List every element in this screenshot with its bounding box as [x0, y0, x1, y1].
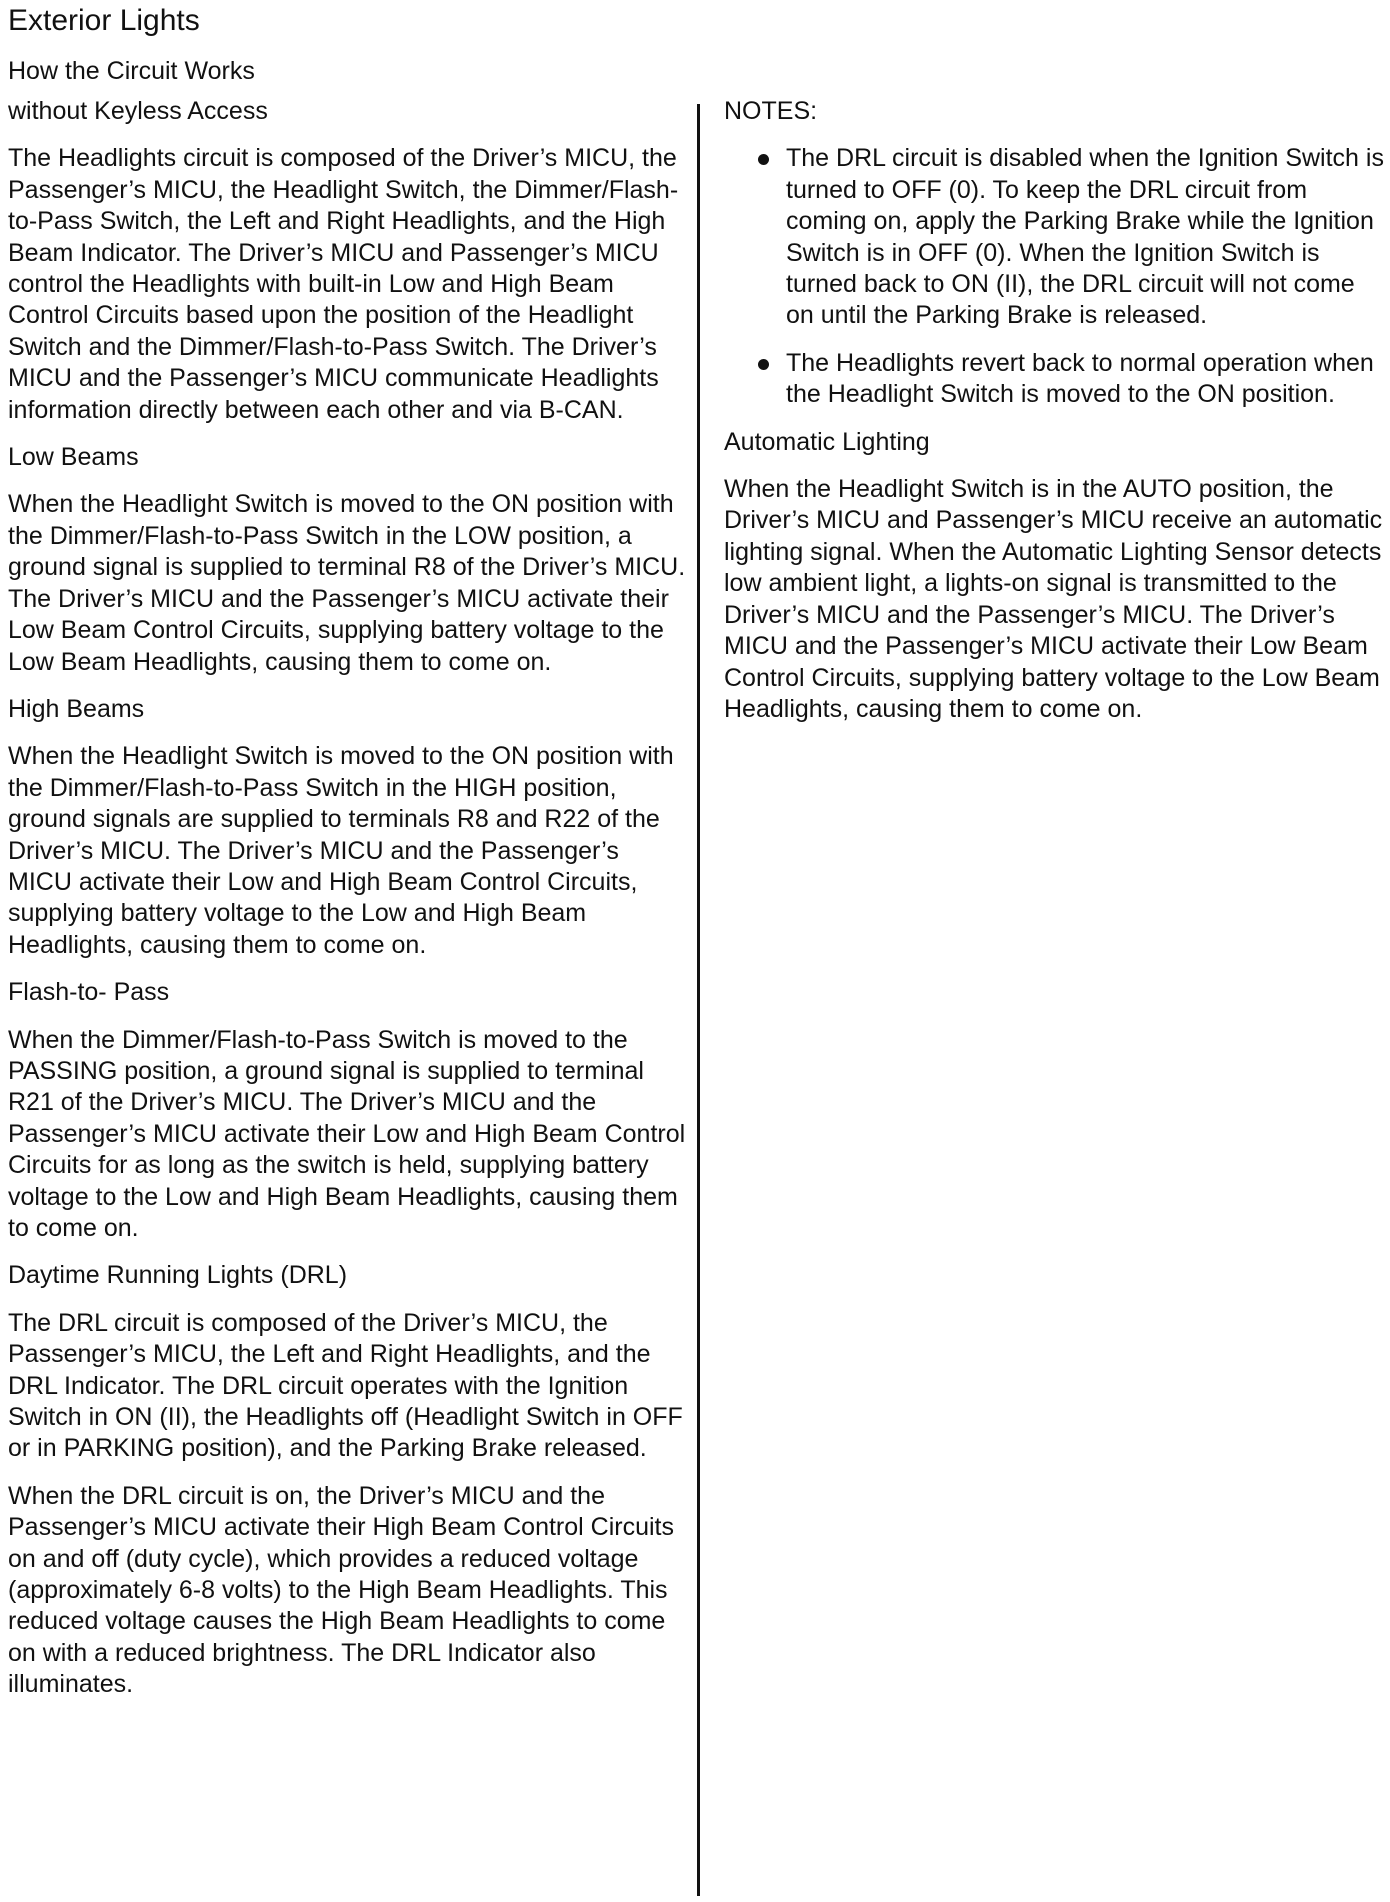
note-text: The DRL circuit is disabled when the Ignition Switch is turned to OFF (0). To keep the DRL circuit from coming on, apply the Parking Brake while the Ignition Switch is in OFF (0). When the Ignition Switch is turned back to ON (II), the DRL circuit will not come on until the Parking Brake is released. — [786, 144, 1384, 330]
page-subtitle: How the Circuit Works — [8, 57, 255, 85]
paragraph-drl-composition: The DRL circuit is composed of the Driver’s MICU, the Passenger’s MICU, the Left and Right Headlights, and the DRL Indicator. The DRL circuit operates with the Ignition Switch in ON (II), the Headlights off (Headlight Switch in OFF or in PARKING position), and the Parking Brake released. — [8, 1308, 683, 1463]
right-column — [724, 96, 1388, 741]
bullet-icon — [758, 359, 769, 370]
section-heading-low-beams: Low Beams — [8, 443, 139, 472]
paragraph-high-beams: When the Headlight Switch is moved to the ON position with the Dimmer/Flash-to-Pass Switch in the HIGH position, ground signals are supplied to terminals R8 and R22 of the Driver’s MICU. The Driver’s MICU and the Passenger’s MICU activate their Low and High Beam Control Circuits, supplying battery voltage to the Low and High Beam Headlights, causing them to come on. — [8, 742, 674, 959]
section-heading-high-beams: High Beams — [8, 694, 145, 723]
paragraph-drl-operation: When the DRL circuit is on, the Driver’s MICU and the Passenger’s MICU activate their High Beam Control Circuits on and off (duty cycle), which provides a reduced voltage (approximately 6-8 volts) to the High Beam Headlights. This reduced voltage causes the High Beam Headlights to come on with a reduced brightness. The DRL Indicator also illuminates. — [8, 1481, 674, 1699]
note-item — [724, 143, 1388, 331]
note-item — [724, 348, 1388, 411]
section-heading-drl: Daytime Running Lights (DRL) — [8, 1261, 348, 1290]
page-title: Exterior Lights — [8, 4, 200, 37]
note-text: The Headlights revert back to normal operation when the Headlight Switch is moved to the ON position. — [786, 348, 1374, 409]
section-heading-flash-to-pass: Flash-to- Pass — [8, 978, 170, 1007]
paragraph-low-beams: When the Headlight Switch is moved to the ON position with the Dimmer/Flash-to-Pass Switch in the LOW position, a ground signal is supplied to terminal R8 of the Driver’s MICU. The Driver’s MICU and the Passenger’s MICU activate their Low Beam Control Circuits, supplying battery voltage to the Low Beam Headlights, causing them to come on. — [8, 490, 686, 676]
section-heading-keyless: without Keyless Access — [8, 97, 268, 125]
column-divider — [697, 104, 700, 1896]
section-heading-notes: NOTES: — [724, 97, 818, 125]
paragraph-flash-to-pass: When the Dimmer/Flash-to-Pass Switch is moved to the PASSING position, a ground signal is supplied to terminal R21 of the Driver’s MICU. The Driver’s MICU and the Passenger’s MICU activate their Low and High Beam Control Circuits for as long as the switch is held, supplying battery voltage to the Low and High Beam Headlights, causing them to come on. — [8, 1025, 686, 1242]
paragraph-headlights-circuit: The Headlights circuit is composed of the Driver’s MICU, the Passenger’s MICU, the Headlight Switch, the Dimmer/Flash-to-Pass Switch, the Left and Right Headlights, and the High Beam Indicator. The Driver’s MICU and Passenger’s MICU control the Headlights with built-in Low and High Beam Control Circuits based upon the position of the Headlight Switch and the Dimmer/Flash-to-Pass Switch. The Driver’s MICU and the Passenger’s MICU communicate Headlights information directly between each other and via B-CAN. — [8, 144, 679, 424]
left-column — [8, 96, 688, 1717]
section-heading-automatic-lighting: Automatic Lighting — [724, 427, 930, 456]
bullet-icon — [758, 154, 769, 165]
notes-list — [724, 143, 1388, 410]
paragraph-automatic-lighting: When the Headlight Switch is in the AUTO position, the Driver’s MICU and Passenger’s MICU receive an automatic lighting signal. When the Automatic Lighting Sensor detects low ambient light, a lights-on signal is transmitted to the Driver’s MICU and the Passenger’s MICU. The Driver’s MICU and the Passenger’s MICU activate their Low Beam Control Circuits, supplying battery voltage to the Low Beam Headlights, causing them to come on. — [724, 475, 1383, 723]
